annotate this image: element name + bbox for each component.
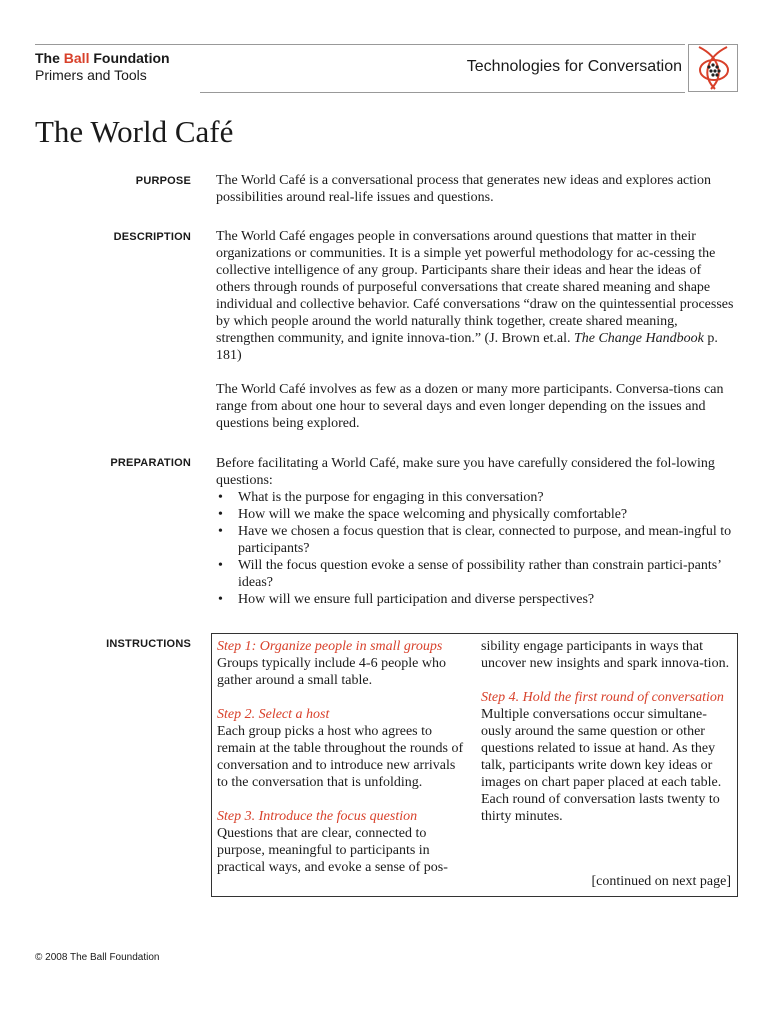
instructions-column-left — [217, 638, 469, 876]
purpose-paragraph: The World Café is a conversational process that generates new ideas and explores action possibilities around real-life issues and questions. — [216, 173, 712, 205]
list-item: • Will the focus question evoke a sense of possibility rather than constrain partici-pants’ ideas? — [216, 557, 736, 591]
description-p1-main: The World Café engages people in conversations around questions that matter in their organizations or communities. It is a simple yet powerful methodology for ac-cessing the collective intelligence of any group. Participants share their ideas and hear the ideas of others through rounds of purposeful conversations that create shared meaning and shape individual and collective behavior. Café conversations “draw on the quintessential processes by which people around the world naturally think together, create shared meaning, strengthen community, and ignite innova-tion.” (J. Brown et.al. — [216, 229, 734, 346]
description-label: DESCRIPTION — [113, 231, 191, 243]
book-title: The Change Handbook — [573, 331, 704, 346]
step-3-continued: sibility engage participants in ways that uncover new insights and spark innova-tion. — [481, 639, 730, 671]
step-1-text: Groups typically include 4-6 people who gather around a small table. — [217, 656, 447, 688]
step-3-text: Questions that are clear, connected to purpose, meaningful to participants in practical ways, and evoke a sense of pos- — [217, 826, 448, 875]
description-paragraph-1 — [216, 228, 736, 364]
step-1-heading: Step 1: Organize people in small groups — [217, 639, 443, 654]
step-3-heading: Step 3. Introduce the focus question — [217, 809, 418, 824]
list-item: • How will we ensure full participation and diverse perspectives? — [216, 591, 736, 608]
list-item: • How will we make the space welcoming and physically comfortable? — [216, 506, 736, 523]
foundation-logo-icon — [688, 44, 738, 92]
step-2-text: Each group picks a host who agrees to remain at the table throughout the rounds of conversation and to introduce new arrivals to the conversation that is unfolding. — [217, 724, 464, 790]
org-subtitle: Primers and Tools — [35, 67, 147, 83]
instructions-column-right — [481, 638, 733, 825]
description-text — [216, 228, 736, 432]
org-ball: Ball — [63, 50, 90, 66]
org-title — [35, 50, 170, 67]
header-bottom-rule — [200, 92, 685, 93]
preparation-list — [216, 489, 736, 608]
page-title: The World Café — [35, 114, 234, 149]
purpose-label: PURPOSE — [135, 175, 191, 187]
list-item: • What is the purpose for engaging in this conversation? — [216, 489, 736, 506]
instructions-label: INSTRUCTIONS — [106, 638, 191, 650]
step-4-heading: Step 4. Hold the first round of conversation — [481, 690, 724, 705]
purpose-text — [216, 172, 736, 206]
preparation-intro: Before facilitating a World Café, make sure you have carefully considered the fol-lowing questions: — [216, 456, 715, 488]
series-title: Technologies for Conversation — [466, 58, 682, 75]
org-the: The — [35, 50, 64, 66]
org-foundation: Foundation — [89, 50, 170, 66]
header-top-rule — [35, 44, 685, 45]
copyright-footer: © 2008 The Ball Foundation — [35, 952, 160, 963]
list-item: • Have we chosen a focus question that is clear, connected to purpose, and mean-ingful to participants? — [216, 523, 736, 557]
logo-graphic — [689, 45, 737, 91]
step-2-heading: Step 2. Select a host — [217, 707, 330, 722]
step-4-text: Multiple conversations occur simultane-ously around the same question or other questions related to issue at hand. As they talk, participants write down key ideas or images on chart paper placed at each table. Each round of conversation lasts twenty to thirty minutes. — [481, 707, 722, 824]
organization-name — [35, 50, 170, 84]
instructions-box — [211, 633, 738, 897]
continued-note: [continued on next page] — [591, 874, 731, 889]
description-paragraph-2: The World Café involves as few as a dozen or many more participants. Conversa-tions can range from about one hour to several days and even longer depending on the issues and questions being explored. — [216, 382, 724, 431]
description-p1-end: p. 181) — [216, 331, 718, 363]
preparation-text — [216, 455, 736, 608]
preparation-label: PREPARATION — [110, 457, 191, 469]
